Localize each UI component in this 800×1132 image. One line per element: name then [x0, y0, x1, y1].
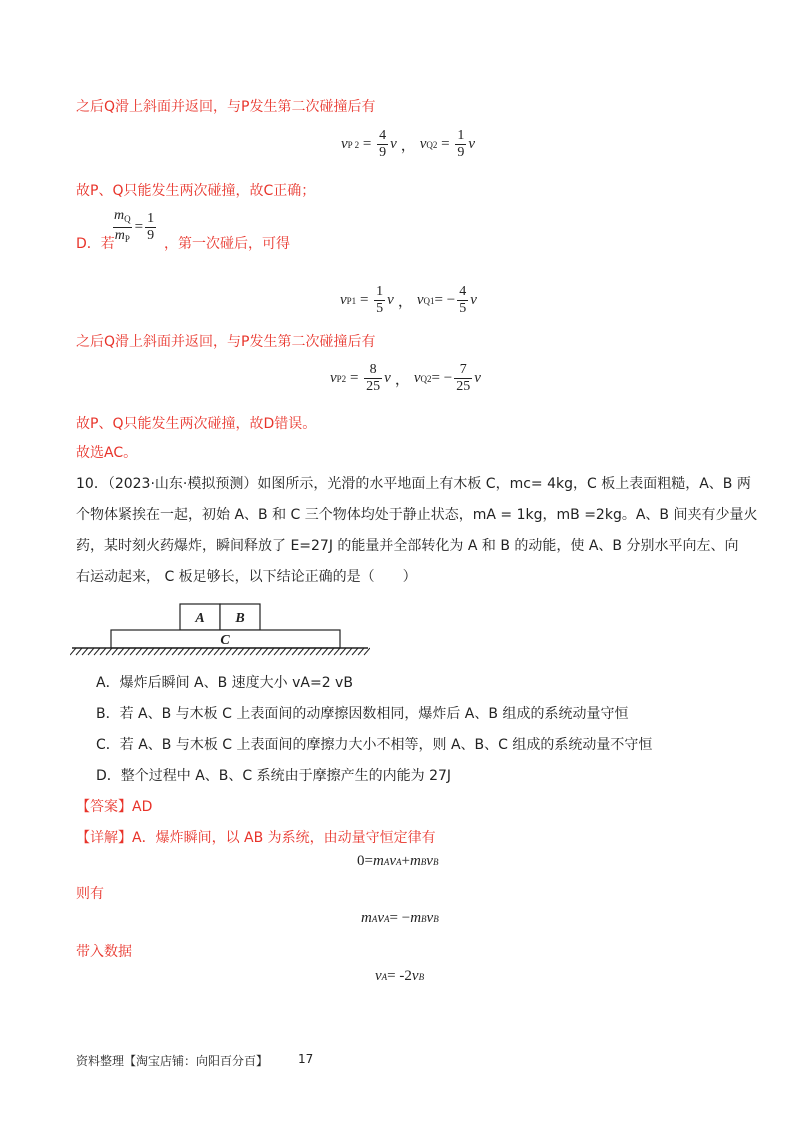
option-d-prefix: D．若: [76, 236, 115, 252]
answer: 【答案】AD: [76, 799, 153, 815]
conclusion-line: 故P、Q只能发生两次碰撞，故C正确；: [76, 183, 316, 199]
mass-ratio: $\frac{m_Q}{m_P}$ = $\frac{1}{9}$: [110, 208, 158, 247]
option-b: B．若 A、B 与木板 C 上表面间的动摩擦因数相同，爆炸后 A、B 组成的系统动量守恒: [96, 706, 629, 722]
option-c: C．若 A、B 与木板 C 上表面间的摩擦力大小不相等，则 A、B、C 组成的系统动量不守恒: [96, 737, 653, 753]
label-c: C: [220, 633, 230, 648]
equation-momentum-2: m A v A = − m B v B: [361, 910, 439, 926]
equation-velocity-ratio: v A = -2 v B: [375, 968, 425, 984]
label-a: A: [195, 611, 205, 626]
explanation-line: 之后Q滑上斜面并返回，与P发生第二次碰撞后有: [76, 99, 376, 115]
question-line: 药，某时刻火药爆炸，瞬间释放了 E=27J 的能量并全部转化为 A 和 B 的动能，使 A、B 分别水平向左、向: [76, 538, 739, 554]
option-d-suffix: ，第一次碰后，可得: [164, 236, 290, 252]
then-line: 则有: [76, 886, 104, 902]
page-number: 17: [298, 1052, 314, 1066]
option-d: D．整个过程中 A、B、C 系统由于摩擦产生的内能为 27J: [96, 768, 452, 784]
physics-figure: [70, 598, 370, 662]
question-line: 10．（2023·山东·模拟预测）如图所示，光滑的水平地面上有木板 C，mc= 4kg，C 板上表面粗糙，A、B 两: [76, 476, 751, 492]
substitute-line: 带入数据: [76, 944, 132, 960]
equation-momentum: 0= m A v A + m B v B: [357, 853, 439, 869]
equation-second-collision-c: v P 2 = $\frac{4}{9}$ v ， v Q2 = $\frac{1}{9}$ v: [341, 128, 476, 160]
question-line: 个物体紧挨在一起，初始 A、B 和 C 三个物体均处于静止状态，mA = 1kg，mB =2kg。A、B 间夹有少量火: [76, 507, 758, 523]
footer-source: 资料整理【淘宝店铺：向阳百分百】: [76, 1054, 269, 1068]
detail-line: 【详解】A．爆炸瞬间，以 AB 为系统，由动量守恒定律有: [76, 830, 436, 846]
conclusion-line-2: 故P、Q只能发生两次碰撞，故D错误。: [76, 416, 317, 432]
equation-first-collision-d: v P1 = $\frac{1}{5}$ v ， v Q1 = − $\frac{4}{5}$ v: [340, 284, 477, 316]
label-b: B: [235, 611, 245, 626]
option-a: A．爆炸后瞬间 A、B 速度大小 vA=2 vB: [96, 675, 353, 691]
question-line: 右运动起来， C 板足够长，以下结论正确的是（ ）: [76, 569, 417, 585]
explanation-line-2: 之后Q滑上斜面并返回，与P发生第二次碰撞后有: [76, 334, 376, 350]
final-choice: 故选AC。: [76, 445, 138, 461]
ground-hatching: [70, 648, 370, 655]
equation-second-collision-d: v P2 = $\frac{8}{25}$ v ， v Q2 = − $\frac{7}{25}$ v: [330, 362, 481, 394]
